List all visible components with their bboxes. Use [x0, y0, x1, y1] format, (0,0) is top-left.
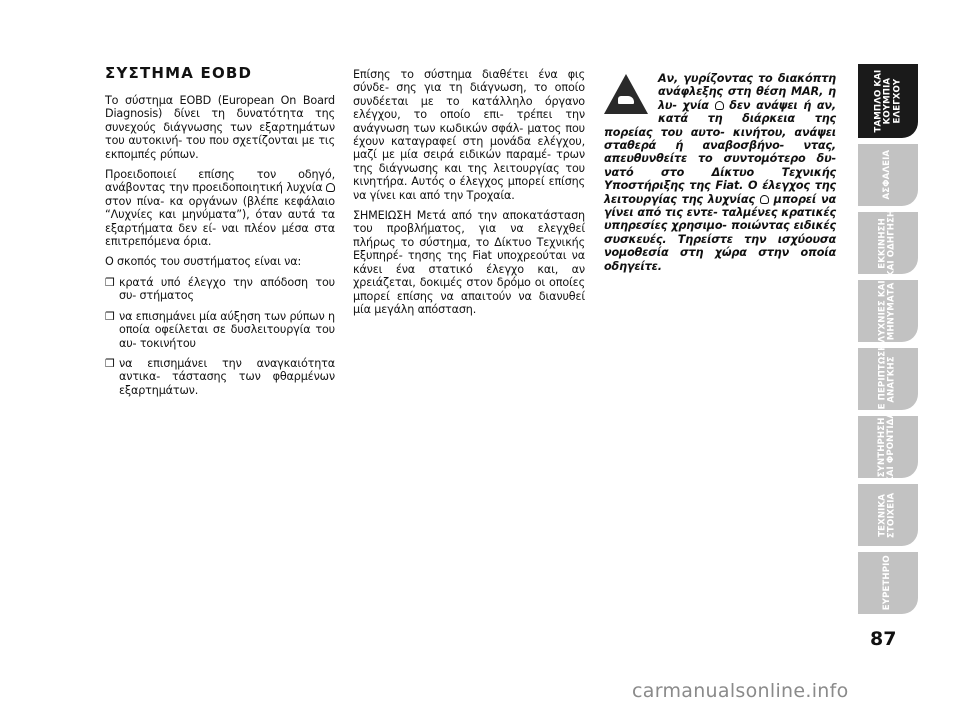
paragraph-intro: Το σύστημα EOBD (European On Board Diagnosis) δίνει τη δυνατότητα της συνεχούς διάγνωσης των εξαρτημάτων του αυτοκινή- του που σχετίζονται με τις εκπομπές ρύπων.	[105, 94, 335, 161]
list-item	[105, 276, 335, 303]
engine-check-icon	[715, 101, 724, 110]
list-item-text: να επισημάνει την αναγκαιότητα αντικα- τάστασης των φθαρμένων εξαρτημάτων.	[119, 356, 335, 397]
warning-text-part: Αν, γυρίζοντας το διακόπτη ανάφλεξης στη θέση MAR, η λυ- χνία	[658, 72, 836, 112]
checkbox-bullet-icon: ❒	[105, 275, 115, 289]
list-item-text: κρατά υπό έλεγχο την απόδοση του συ- στήματος	[119, 275, 335, 303]
list-item	[105, 357, 335, 397]
list-item	[105, 310, 335, 350]
tab-label: ΣΕ ΠΕΡΙΠΤΩΣΗ ΑΝΑΓΚΗΣ	[877, 343, 898, 415]
list-item-text: να επισημάνει μία αύξηση των ρύπων η οποία οφείλεται σε δυσλειτουργία του αυ- τοκινήτου	[119, 309, 335, 350]
tab-label: ΑΣΦΑΛΕΙΑ	[882, 150, 893, 200]
paragraph-warning-light	[105, 168, 335, 248]
tab-label: ΕΥΡΕΤΗΡΙΟ	[882, 555, 893, 611]
page-number: 87	[870, 628, 897, 650]
column-1	[105, 64, 335, 404]
tab-label: ΕΚΚΙΝΗΣΗ ΚΑΙ ΟΔΗΓΗΣΗ	[877, 209, 898, 277]
tab-technical-data[interactable]	[858, 484, 918, 546]
purpose-list	[105, 276, 335, 397]
paragraph-note: ΣΗΜΕΙΩΣΗ Μετά από την αποκατάσταση του προβλήματος, για να ελεγχθεί πλήρως το σύστημα, το Δίκτυο Τεχνικής Εξυπηρέ- τησης της Fiat υποχρεούται να κάνει ένα στατικό έλεγχο και, αν χρειάζεται, δοκιμές στον δρόμο οι οποίες μπορεί επίσης να απαιτούν να διανυθεί μία μεγάλη απόσταση.	[353, 209, 585, 316]
watermark: carmanualsonline.info	[632, 680, 849, 702]
tab-maintenance-care[interactable]	[858, 411, 918, 483]
tab-safety[interactable]	[858, 144, 918, 206]
warning-box	[604, 72, 836, 280]
checkbox-bullet-icon: ❒	[105, 356, 115, 370]
tab-lights-messages[interactable]	[858, 280, 918, 342]
tab-index[interactable]	[858, 552, 918, 614]
warning-text-part: δεν ανάψει ή αν, κατά τη διάρκεια της πορείας του αυτο- κινήτου, ανάψει σταθερά ή αναβοσβήνο- ντας, απευθυνθείτε το συντομότερο δυ- νατό στο Δίκτυο Τεχνικής Υποστήριξης της Fiat. Ο έλεγχος της λειτουργίας της λυχνίας	[604, 98, 837, 206]
engine-check-icon	[326, 183, 335, 192]
tab-label: ΛΥΧΝΙΕΣ ΚΑΙ ΜΗΝΥΜΑΤΑ	[877, 279, 898, 343]
checkbox-bullet-icon: ❒	[105, 309, 115, 323]
page-title: ΣΥΣΤΗΜΑ EOBD	[105, 64, 253, 82]
tab-emergency[interactable]	[858, 343, 918, 415]
engine-check-icon	[760, 195, 769, 204]
warning-triangle-car-icon	[604, 74, 648, 118]
paragraph-text: στον πίνα- κα οργάνων (βλέπε κεφάλαιο “Λυχνίες και μηνύματα”), όταν αυτά τα εξαρτήματα δεν εί- ναι πλέον μέσα στα επιτρεπόμενα όρια.	[105, 194, 335, 249]
tab-dashboard-controls[interactable]	[858, 64, 918, 138]
warning-text-part: μπορεί να γίνει από τις εντε- ταλμένες κρατικές υπηρεσίες χρησιμο- ποιώντας ειδικές συσκευές. Τηρείστε την ισχύουσα νομοθεσία στη χώρα στην οποία οδηγείτε.	[604, 192, 836, 273]
tab-label: ΤΕΧΝΙΚΑ ΣΤΟΙΧΕΙΑ	[877, 492, 897, 538]
paragraph-diagnosis: Επίσης το σύστημα διαθέτει ένα φις σύνδε- σης για τη διάγνωση, το οποίο συνδέεται με το κατάλληλο όργανο ελέγχου, το οποίο επι- τρέπει την ανάγνωση των κωδικών σφάλ- ματος που έχουν καταγραφεί στη μονάδα ελέγχου, μαζί με μία σειρά ειδικών παραμέ- τρων της διάγνωσης και της λειτουργίας του κινητήρα. Αυτός ο έλεγχος μπορεί επίσης να γίνει και από την Τροχαία.	[353, 68, 585, 202]
tab-starting-driving[interactable]	[858, 209, 918, 277]
paragraph-text: Προειδοποιεί επίσης τον οδηγό, ανάβοντας την προειδοποιητική λυχνία	[105, 168, 335, 195]
paragraph-purpose: Ο σκοπός του συστήματος είναι να:	[105, 255, 302, 269]
tab-label: ΤΑΜΠΛΟ ΚΑΙ ΚΟΥΜΠΙΑ ΕΛΕΓΧΟΥ	[872, 69, 902, 133]
column-2	[353, 68, 585, 323]
tab-label: ΣΥΝΤΗΡΗΣΗ ΚΑΙ ΦΡΟΝΤΙΔΑ	[877, 411, 898, 483]
